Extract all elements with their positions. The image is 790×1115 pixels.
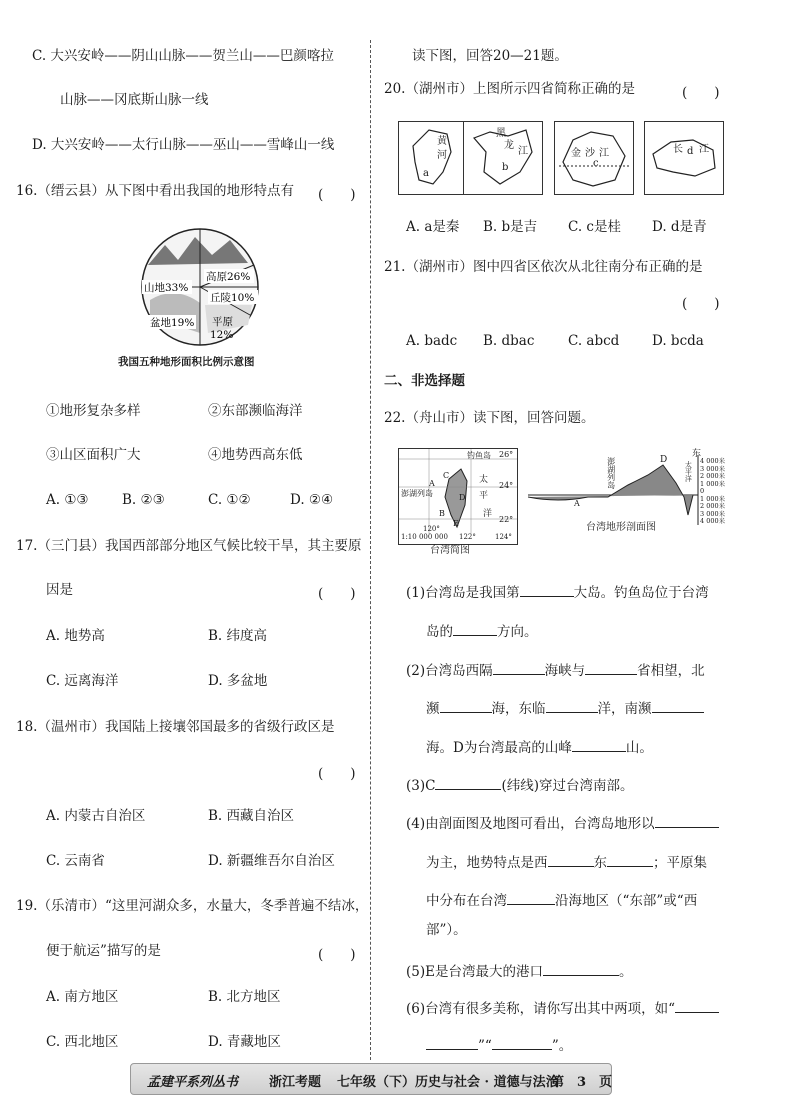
map-a-label-1: 黄 [437, 136, 447, 147]
map-a-letter: a [423, 168, 429, 179]
q21-option-c: C. abcd [568, 333, 620, 349]
q19-option-a: A. 南方地区 [46, 989, 119, 1005]
footer-subject: 七年级（下）历史与社会 · 道德与法治 [337, 1075, 559, 1090]
q16-statement-2: ②东部濒临海洋 [208, 403, 303, 419]
map-b-label-1: 黑 [496, 128, 506, 139]
q19-stem-line1: 19.（乐清市）“这里河湖众多，水量大，冬季普遍不结冰， [16, 898, 369, 914]
q20-option-c: C. c是桂 [568, 219, 621, 235]
q17-stem-line2: 因是 [46, 582, 73, 598]
blank-4-2[interactable] [548, 852, 594, 867]
page-footer [130, 1063, 612, 1095]
map-c-letter: c [593, 158, 599, 169]
blank-5-1[interactable] [543, 961, 619, 976]
label-lat-22: 22° [499, 515, 514, 524]
terrain-pie-chart [120, 225, 280, 350]
blank-1-1[interactable] [520, 582, 574, 597]
province-map-c [554, 121, 634, 195]
q18-option-b: B. 西藏自治区 [208, 808, 295, 824]
blank-2-2[interactable] [585, 660, 637, 675]
map-c-label-1: 金 [571, 148, 581, 159]
label-yang: 洋 [483, 509, 493, 519]
q22-2-line1: (2)台湾岛西隔 海峡与 省相望，北 [406, 660, 705, 679]
map-c-label-3: 江 [599, 148, 609, 159]
label-diaoyu: 钓鱼岛 [467, 451, 491, 460]
q20-option-a: A. a是秦 [406, 219, 460, 235]
map-c-label-2: 沙 [585, 148, 595, 159]
q16-option-d: D. ②④ [290, 492, 334, 508]
q18-answer-paren: ( ) [318, 766, 356, 782]
label-point-e: E [453, 519, 459, 528]
q18-stem: 18.（温州市）我国陆上接壤邻国最多的省级行政区是 [16, 719, 335, 735]
blank-4-1[interactable] [655, 813, 719, 828]
profile-east: 东 [692, 449, 702, 459]
q16-option-c: C. ①② [208, 492, 251, 508]
height-tick: 1 000米 [700, 494, 726, 503]
blank-1-2[interactable] [453, 621, 497, 636]
q17-option-b: B. 纬度高 [208, 628, 268, 644]
pie-label-mountain: 山地33% [144, 282, 189, 294]
label-ping: 平 [479, 491, 489, 501]
label-penghu: 澎湖列岛 [401, 489, 433, 498]
q16-answer-paren: ( ) [318, 187, 356, 203]
province-map-b [463, 121, 543, 195]
label-lon-120: 120° [423, 525, 440, 533]
q19-option-b: B. 北方地区 [208, 989, 281, 1005]
pie-label-plain-value: 12% [210, 329, 234, 341]
q20-21-intro: 读下图，回答20—21题。 [412, 48, 568, 64]
q16-option-a: A. ①③ [46, 492, 89, 508]
label-point-a: A [429, 479, 435, 488]
blank-2-3[interactable] [440, 698, 492, 713]
q22-2-line3: 海。D为台湾最高的山峰 山。 [426, 737, 653, 756]
q15-option-d: D. 大兴安岭——太行山脉——巫山——雪峰山一线 [32, 137, 335, 153]
blank-3-1[interactable] [435, 775, 501, 790]
q15-option-c-line1: C. 大兴安岭——阴山山脉——贺兰山——巴颜喀拉 [32, 48, 334, 64]
pie-label-basin: 盆地19% [150, 317, 195, 329]
profile-penghu: 澎湖列岛 [606, 457, 616, 489]
q20-option-b: B. b是吉 [483, 219, 538, 235]
profile-caption: 台湾地形剖面图 [586, 522, 656, 533]
taiwan-map [398, 448, 518, 545]
blank-2-5[interactable] [652, 698, 704, 713]
q22-2-line2: 濒 海，东临 洋，南濒 [426, 698, 704, 717]
footer-exam: 浙江考题 [269, 1075, 322, 1090]
q19-answer-paren: ( ) [318, 947, 356, 963]
q22-4-line3: 中分布在台湾 沿海地区（“东部”或“西 [426, 890, 697, 909]
q22-3: (3)C (纬线)穿过台湾南部。 [406, 775, 634, 794]
taiwan-map-caption: 台湾简图 [430, 545, 470, 556]
footer-series: 孟建平系列丛书 [147, 1075, 239, 1090]
q16-option-b: B. ②③ [122, 492, 165, 508]
height-tick: 0 [700, 487, 705, 495]
label-tai: 太 [479, 475, 489, 485]
label-lat-26: 26° [499, 450, 514, 459]
q19-option-d: D. 青藏地区 [208, 1034, 281, 1050]
blank-6-3[interactable] [492, 1035, 552, 1050]
height-tick: 2 000米 [700, 502, 726, 510]
q16-statement-4: ④地势西高东低 [208, 447, 303, 463]
column-divider [370, 40, 371, 1060]
map-d-letter: d [687, 146, 694, 157]
height-tick: 3 000米 [700, 464, 726, 473]
pie-label-plateau: 高原26% [206, 271, 251, 283]
q21-answer-paren: ( ) [682, 296, 720, 312]
q17-stem-line1: 17.（三门县）我国西部部分地区气候比较干旱，其主要原 [16, 538, 362, 554]
q20-option-d: D. d是青 [652, 219, 707, 235]
q21-option-b: B. dbac [483, 333, 535, 349]
q20-stem: 20.（湖州市）上图所示四省简称正确的是 [384, 81, 635, 97]
q22-1-line2: 岛的 方向。 [426, 621, 538, 640]
blank-2-1[interactable] [493, 660, 545, 675]
profile-height-scale [700, 458, 725, 526]
pie-caption: 我国五种地形面积比例示意图 [118, 356, 255, 368]
q22-6-line1: (6)台湾有很多美称，请你写出其中两项，如“ [406, 998, 719, 1017]
q22-5: (5)E是台湾最大的港口 。 [406, 961, 632, 980]
pie-label-hill: 丘陵10% [210, 292, 255, 304]
height-tick: 4 000米 [700, 517, 726, 525]
map-d-label-1: 长 [673, 144, 683, 155]
q18-option-a: A. 内蒙古自治区 [46, 808, 146, 824]
q17-option-d: D. 多盆地 [208, 673, 268, 689]
q19-stem-line2: 便于航运”描写的是 [46, 943, 161, 959]
q19-option-c: C. 西北地区 [46, 1034, 119, 1050]
q22-4-line1: (4)由剖面图及地图可看出，台湾岛地形以 [406, 813, 719, 832]
q22-4-line2: 为主，地势特点是西 东 ；平原集 [426, 852, 707, 871]
q21-stem: 21.（湖州市）图中四省区依次从北往南分布正确的是 [384, 259, 703, 275]
blank-6-1[interactable] [675, 998, 719, 1013]
q18-option-d: D. 新疆维吾尔自治区 [208, 853, 335, 869]
q21-option-d: D. bcda [652, 333, 704, 349]
q22-stem: 22.（舟山市）读下图，回答问题。 [384, 410, 595, 426]
profile-point-a: A [574, 499, 580, 508]
pie-label-plain: 平原 [212, 316, 233, 328]
province-map-d [644, 121, 724, 195]
province-d-outline [645, 122, 723, 194]
province-map-a [398, 121, 470, 195]
blank-4-4[interactable] [507, 890, 555, 905]
height-tick: 4 000米 [700, 457, 726, 465]
blank-2-6[interactable] [572, 737, 626, 752]
map-b-label-2: 龙 [504, 140, 514, 151]
terrain-pie-figure [120, 225, 280, 365]
height-tick: 2 000米 [700, 472, 726, 480]
q16-statement-3: ③山区面积广大 [46, 447, 141, 463]
q17-option-c: C. 远离海洋 [46, 673, 119, 689]
label-point-d: D [459, 493, 466, 502]
q15-option-c-line2: 山脉——冈底斯山脉一线 [60, 92, 209, 108]
label-lon-124: 124° [495, 533, 512, 541]
q22-4-line4: 部”）。 [426, 922, 467, 938]
blank-2-4[interactable] [546, 698, 598, 713]
q17-option-a: A. 地势高 [46, 628, 105, 644]
label-point-b: B [439, 509, 445, 518]
q18-option-c: C. 云南省 [46, 853, 105, 869]
q22-1-line1: (1)台湾岛是我国第 大岛。钓鱼岛位于台湾 [406, 582, 709, 601]
q20-answer-paren: ( ) [682, 85, 720, 101]
height-tick: 1 000米 [700, 479, 726, 488]
profile-pacific: 太平洋 [684, 461, 693, 482]
map-b-label-3: 江 [518, 146, 528, 157]
footer-page: 第 3 页 [551, 1075, 613, 1090]
q22-6-line2: ”“ ”。 [426, 1035, 572, 1054]
q16-statement-1: ①地形复杂多样 [46, 403, 141, 419]
q21-option-a: A. badc [406, 333, 458, 349]
label-lon-122: 122° [459, 533, 476, 541]
label-lat-24: 24° [499, 481, 514, 490]
profile-point-d: D [660, 455, 668, 465]
label-scale: 1:10 000 000 [401, 533, 448, 541]
section-heading: 二、非选择题 [384, 373, 465, 389]
map-b-letter: b [502, 162, 509, 173]
map-d-label-3: 江 [699, 144, 709, 155]
province-a-outline [399, 122, 469, 194]
q17-answer-paren: ( ) [318, 586, 356, 602]
label-point-c: C [443, 471, 450, 480]
q16-stem: 16.（缙云县）从下图中看出我国的地形特点有 [16, 183, 294, 199]
blank-6-2[interactable] [426, 1035, 478, 1050]
blank-4-3[interactable] [607, 852, 653, 867]
map-a-label-2: 河 [437, 150, 447, 161]
height-tick: 3 000米 [700, 509, 726, 518]
